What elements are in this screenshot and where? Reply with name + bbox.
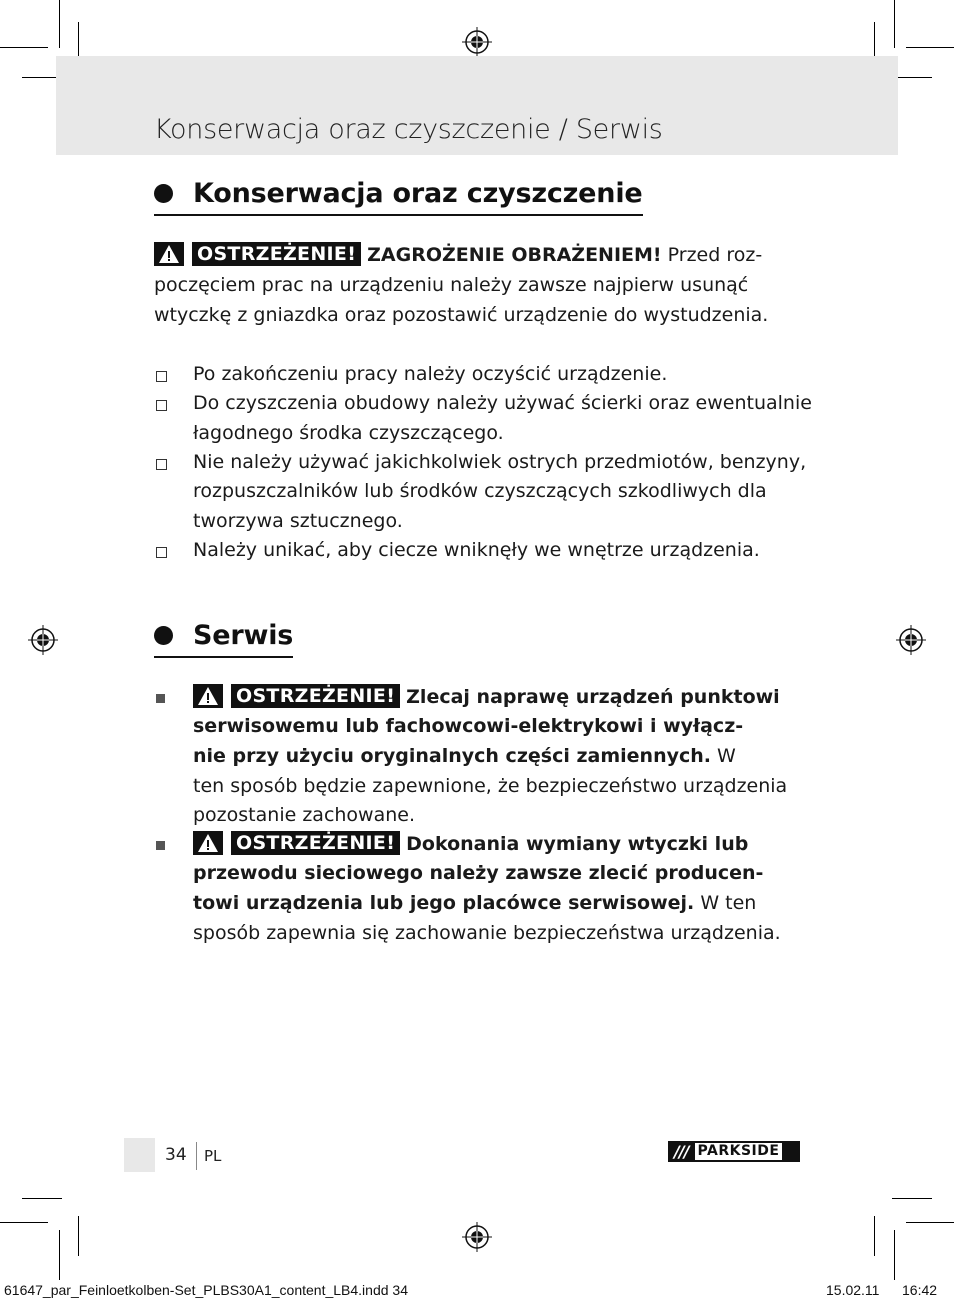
checkbox-bullet-icon [156,547,167,558]
crop-mark [78,1216,79,1256]
crop-mark [894,1230,895,1280]
service-warning-bold: Zlecaj naprawę urządzeń punktowi [406,686,780,708]
service-text: W [717,745,736,767]
checkbox-bullet-icon [156,371,167,382]
warning-bold-text: ZAGROŻENIE OBRAŻENIEM! [367,244,662,266]
service-warning-line [193,829,748,859]
service-warning-bold: przewodu sieciowego należy zawsze zlecić producen- [193,862,764,884]
service-warning-line [193,858,763,888]
crop-mark [59,1230,60,1280]
checkbox-bullet-icon [156,400,167,411]
service-warning-line [193,888,756,918]
warning-triangle-icon [154,242,184,266]
square-bullet-icon [156,841,165,850]
registration-mark-icon [28,625,58,655]
service-warning-line [193,711,743,741]
page-title: Konserwacja oraz czyszczenie / Serwis [154,114,663,145]
service-text: sposób zapewnia się zachowanie bezpieczeństwa urządzenia. [193,922,781,944]
service-warning-line [193,682,780,712]
service-warning-bold: nie przy użyciu oryginalnych części zamiennych. [193,745,711,767]
crop-mark [59,0,60,48]
page-number-box [124,1138,155,1172]
service-warning-line [193,741,736,771]
warning-triangle-icon [193,684,223,708]
bullet-dot-icon [154,184,173,203]
warning-text-line: wtyczkę z gniazdka oraz pozostawić urządzenie do wystudzenia. [154,304,769,326]
section-heading-maintenance [154,178,643,209]
warning-triangle-icon [193,831,223,855]
list-item: Należy unikać, aby ciecze wniknęły we wnętrze urządzenia. [193,539,760,561]
crop-mark [892,1198,932,1199]
language-code: PL [204,1147,222,1165]
crop-mark [894,0,895,48]
warning-badge: OSTRZEŻENIE! [231,831,400,855]
crop-mark [0,1222,48,1223]
footer-divider [196,1142,197,1170]
service-text: ten sposób będzie zapewnione, że bezpieczeństwo urządzenia [193,775,788,797]
bullet-dot-icon [154,626,173,645]
print-slug-date: 15.02.11 [826,1282,880,1298]
registration-mark-icon [462,27,492,57]
parkside-logo [668,1141,800,1162]
list-item: Nie należy używać jakichkolwiek ostrych przedmiotów, benzyny, [193,451,807,473]
registration-mark-icon [896,625,926,655]
service-warning-bold: Dokonania wymiany wtyczki lub [406,833,749,855]
page-number: 34 [165,1145,187,1165]
list-item: Do czyszczenia obudowy należy używać ścierki oraz ewentualnie [193,392,812,414]
checkbox-bullet-icon [156,459,167,470]
crop-mark [906,1222,954,1223]
registration-mark-icon [462,1222,492,1252]
square-bullet-icon [156,694,165,703]
print-slug-time: 16:42 [902,1282,938,1298]
warning-paragraph [154,240,762,270]
heading-underline [154,214,643,216]
crop-mark [22,1198,62,1199]
service-text: W ten [700,892,757,914]
print-slug-filename: 61647_par_Feinloetkolben-Set_PLBS30A1_content_LB4.indd 34 [4,1282,408,1298]
section-heading-text: Konserwacja oraz czyszczenie [193,178,643,209]
service-text: pozostanie zachowane. [193,804,416,826]
crop-mark [0,47,48,48]
warning-text-line: poczęciem prac na urządzeniu należy zawsze najpierw usunąć [154,274,749,296]
crop-mark [906,47,954,48]
warning-badge: OSTRZEŻENIE! [231,684,400,708]
section-heading-service [154,620,293,651]
logo-slashes: /// [674,1142,689,1161]
service-warning-bold: serwisowemu lub fachowcowi-elektrykowi i wyłącz- [193,715,744,737]
section-heading-text: Serwis [193,620,294,651]
service-warning-bold: towi urządzenia lub jego placówce serwisowej. [193,892,695,914]
crop-mark [892,77,932,78]
heading-underline [154,656,293,658]
warning-text-line: Przed roz- [667,244,763,266]
warning-badge: OSTRZEŻENIE! [192,242,361,266]
crop-mark [874,1216,875,1256]
list-item-continuation: łagodnego środka czyszczącego. [193,422,504,444]
list-item-continuation: tworzywa sztucznego. [193,510,403,532]
list-item: Po zakończeniu pracy należy oczyścić urządzenie. [193,363,668,385]
logo-brand-name: PARKSIDE [695,1143,783,1160]
list-item-continuation: rozpuszczalników lub środków czyszczących szkodliwych dla [193,480,767,502]
